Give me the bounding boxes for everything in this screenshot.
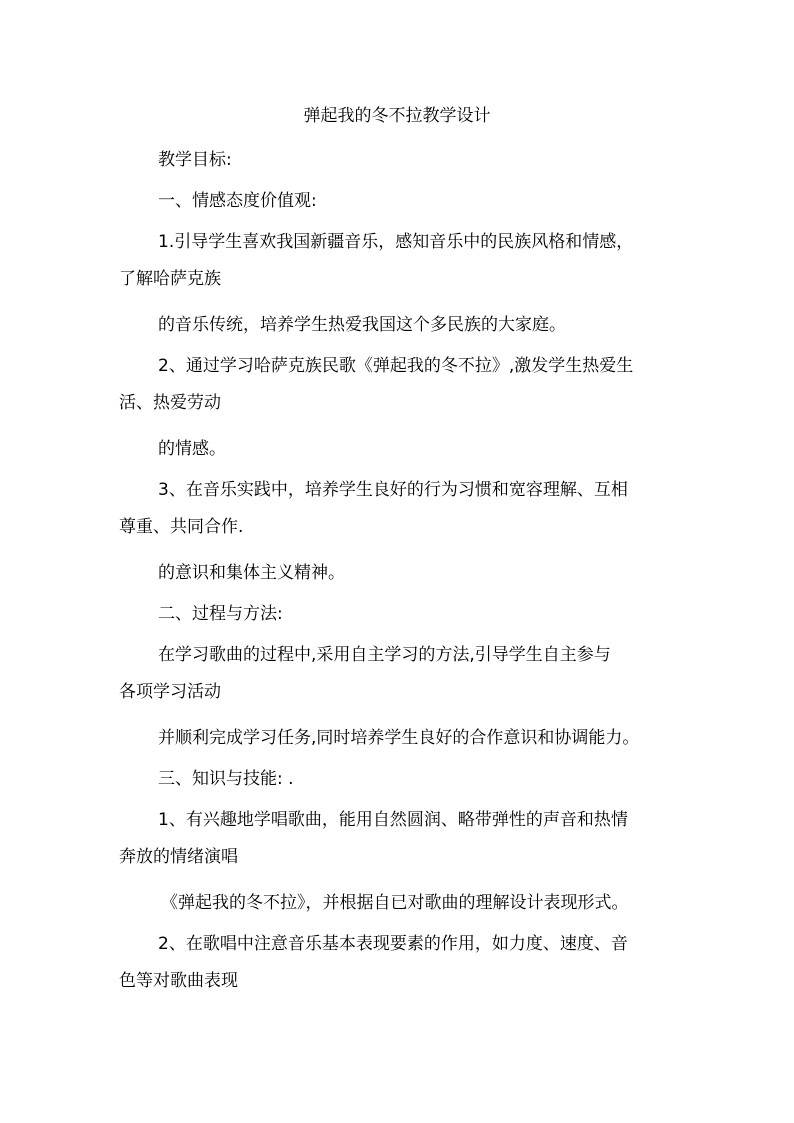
paragraph-line: 的情感。 bbox=[158, 439, 226, 459]
paragraph-line: 《弹起我的冬不拉》，并根据自已对歌曲的理解设计表现形式。 bbox=[161, 893, 629, 913]
paragraph-line: 1、有兴趣地学唱歌曲，能用自然圆润、略带弹性的声音和热情 bbox=[158, 810, 628, 830]
paragraph-line: 的意识和集体主义精神。 bbox=[158, 563, 345, 583]
paragraph-line: 各项学习活动 bbox=[119, 682, 221, 702]
paragraph-line: 尊重、共同合作. bbox=[119, 517, 244, 537]
section-heading-process: 二、过程与方法: bbox=[158, 604, 283, 624]
document-title: 弹起我的冬不拉教学设计 bbox=[303, 106, 491, 126]
section-heading-skills: 三、知识与技能: . bbox=[158, 769, 294, 789]
paragraph-line: 奔放的情绪演唱 bbox=[119, 847, 238, 867]
section-heading-emotion: 一、情感态度价值观: bbox=[158, 191, 317, 211]
paragraph-line: 并顺利完成学习任务,同时培养学生良好的合作意识和协调能力。 bbox=[158, 728, 640, 748]
paragraph-line: 活、热爱劳动 bbox=[119, 393, 221, 413]
paragraph-line: 在学习歌曲的过程中,采用自主学习的方法,引导学生自主参与 bbox=[158, 645, 611, 665]
paragraph-line: 了解哈萨克族 bbox=[119, 269, 221, 289]
paragraph-line: 3、在音乐实践中，培养学生良好的行为习惯和宽容理解、互相 bbox=[158, 480, 628, 500]
paragraph-line: 色等对歌曲表现 bbox=[119, 971, 238, 991]
paragraph-line: 2、通过学习哈萨克族民歌《弹起我的冬不拉》,激发学生热爱生 bbox=[158, 356, 634, 376]
paragraph-line: 1.引导学生喜欢我国新疆音乐，感知音乐中的民族风格和情感， bbox=[158, 232, 634, 252]
section-heading-objectives: 教学目标: bbox=[158, 150, 232, 170]
paragraph-line: 2、在歌唱中注意音乐基本表现要素的作用，如力度、速度、音 bbox=[158, 934, 628, 954]
paragraph-line: 的音乐传统，培养学生热爱我国这个多民族的大家庭。 bbox=[158, 315, 566, 335]
